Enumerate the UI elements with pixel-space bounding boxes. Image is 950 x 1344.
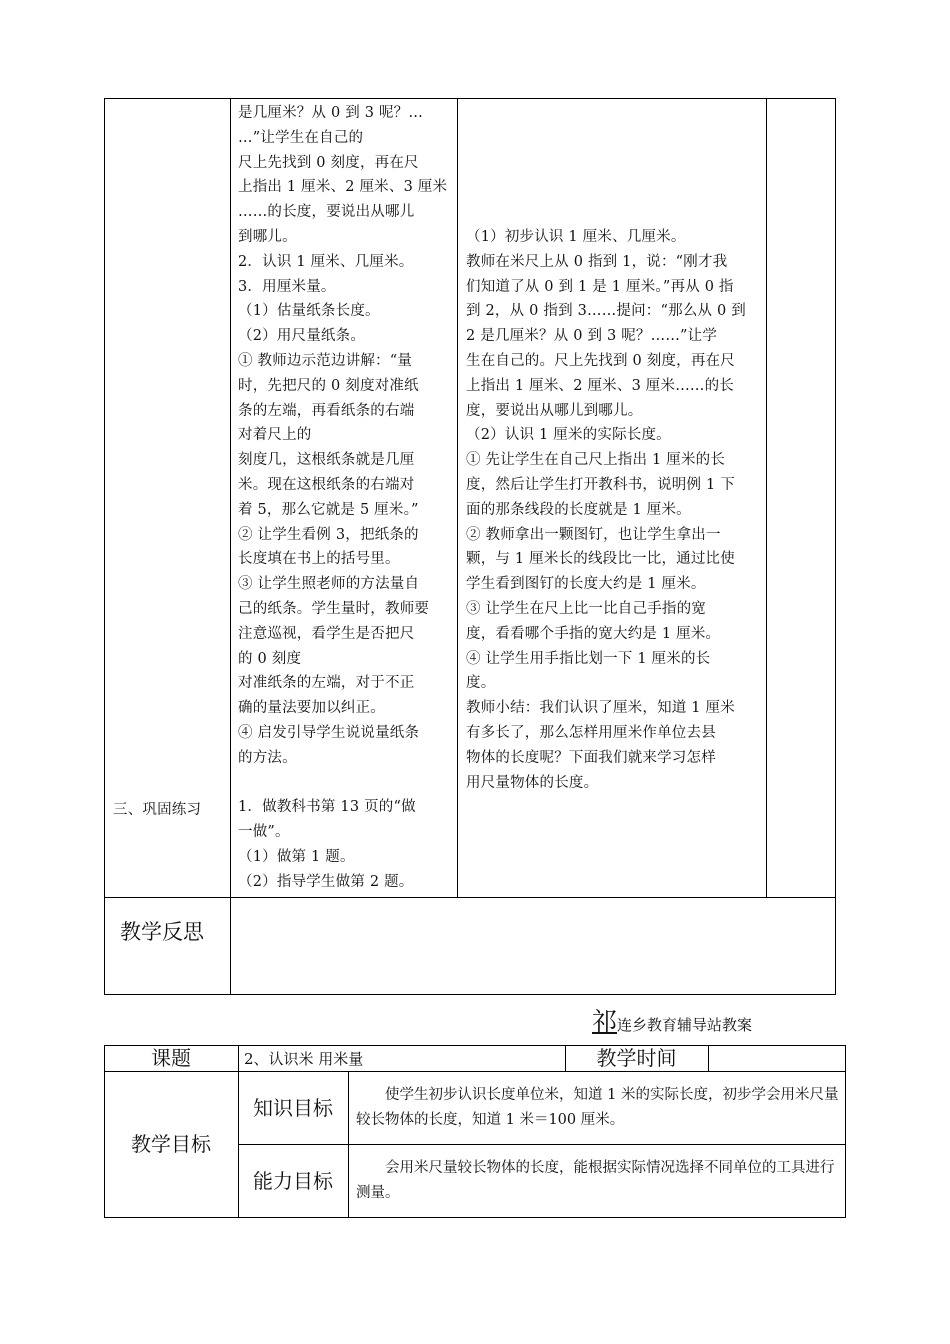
text-line: 教师在米尺上从 0 指到 1，说：“刚才我: [466, 253, 728, 270]
text-line: ……的长度，要说出从哪儿: [238, 204, 415, 221]
upper-table-right-border: [835, 98, 836, 995]
school-header-text: 连乡教育辅导站教案: [617, 1016, 753, 1034]
text-line: 3．用厘米量。: [238, 278, 336, 295]
lower-time-divider-2: [708, 1045, 709, 1072]
text-line: 长度填在书上的括号里。: [238, 551, 400, 568]
text-line: 是几厘米？从 0 到 3 呢？…: [238, 105, 424, 121]
upper-col-divider-3: [766, 98, 767, 897]
text-line: 条的左端，再看纸条的右端: [238, 402, 415, 419]
lesson-steps-column: [238, 101, 454, 895]
text-line: 一做”。: [238, 824, 290, 841]
text-line: 度，要说出从哪儿到哪儿。: [466, 402, 643, 419]
text-line: ③ 让学生在尺上比一比自己手指的宽: [466, 600, 707, 617]
ability-goal-label: 能力目标: [253, 1169, 333, 1193]
text-line: 对着尺上的: [238, 427, 312, 444]
text-line: 用尺量物体的长度。: [466, 774, 599, 791]
text-line: 米。现在这根纸条的右端对: [238, 476, 415, 493]
lower-table-right-border: [845, 1045, 846, 1218]
text-line: 2 是几厘米？从 0 到 3 呢？……”让学: [466, 328, 718, 345]
text-line: ② 教师拿出一颗图钉，也让学生拿出一: [466, 526, 721, 543]
knowledge-goal-text: 使学生初步认识长度单位米，知道 1 米的实际长度，初步学会用米尺量较长物体的长度，知道 1 米＝100 厘米。: [356, 1087, 839, 1128]
lower-header-divider: [104, 1071, 846, 1072]
upper-table-left-border: [104, 98, 105, 995]
ability-goal-text: 会用米尺量较长物体的长度，能根据实际情况选择不同单位的工具进行测量。: [356, 1160, 835, 1201]
text-line: …”让学生在自己的: [238, 129, 364, 146]
goals-label: 教学目标: [131, 1132, 211, 1156]
text-line: （1）初步认识 1 厘米、几厘米。: [466, 229, 686, 245]
text-line: 们知道了从 0 到 1 是 1 厘米。”再从 0 指: [466, 278, 734, 295]
upper-row-divider: [104, 897, 836, 898]
text-line: 学生看到图钉的长度大约是 1 厘米。: [466, 576, 706, 593]
text-line: ③ 让学生照老师的方法量自: [238, 576, 420, 593]
text-line: （2）指导学生做第 2 题。: [238, 873, 414, 890]
text-line: ④ 让学生用手指比划一下 1 厘米的长: [466, 650, 711, 667]
text-line: 时，先把尺的 0 刻度对准纸: [238, 377, 419, 394]
text-line: [238, 771, 454, 796]
text-line: 教师小结：我们认识了厘米，知道 1 厘米: [466, 700, 735, 717]
text-line: 的 0 刻度: [238, 650, 302, 667]
text-line: （1）估量纸条长度。: [238, 303, 380, 320]
text-line: （1）做第 1 题。: [238, 848, 355, 865]
lesson-activities-column: [466, 225, 762, 795]
text-line: 的方法。: [238, 749, 297, 766]
text-line: （2）认识 1 厘米的实际长度。: [466, 427, 671, 444]
time-label: 教学时间: [596, 1046, 677, 1070]
text-line: 到哪儿。: [238, 228, 297, 245]
lower-col-divider-a: [238, 1045, 239, 1218]
text-line: ① 教师边示范边讲解：“量: [238, 352, 413, 369]
knowledge-goal-label: 知识目标: [253, 1096, 333, 1120]
lower-table-left-border: [104, 1045, 105, 1218]
text-line: 生在自己的。尺上先找到 0 刻度，再在尺: [466, 352, 735, 369]
upper-col-divider-2: [457, 98, 458, 897]
text-line: 颗，与 1 厘米长的线段比一比，通过比使: [466, 551, 735, 568]
text-line: （2）用尺量纸条。: [238, 328, 366, 345]
school-header-big-char: 祁: [592, 1007, 618, 1036]
text-line: ① 先让学生在自己尺上指出 1 厘米的长: [466, 452, 726, 469]
lower-table-top-border: [104, 1045, 846, 1046]
upper-table-bottom-border: [104, 994, 836, 995]
text-line: 确的量法要加以纠正。: [238, 700, 385, 717]
lower-table-bottom-border: [104, 1217, 846, 1218]
topic-label: 课题: [151, 1046, 191, 1070]
text-line: 注意巡视，看学生是否把尺: [238, 625, 415, 642]
lower-goal-row-divider: [238, 1144, 846, 1145]
text-line: 己的纸条。学生量时，教师要: [238, 600, 430, 617]
text-line: 尺上先找到 0 刻度，再在尺: [238, 154, 419, 171]
lower-col-divider-b: [348, 1071, 349, 1218]
text-line: ④ 启发引导学生说说量纸条: [238, 724, 420, 741]
text-line: 有多长了，那么怎样用厘米作单位去县: [466, 724, 716, 741]
text-line: 1．做教科书第 13 页的“做: [238, 799, 416, 816]
text-line: 物体的长度呢？下面我们就来学习怎样: [466, 749, 716, 766]
text-line: 上指出 1 厘米、2 厘米、3 厘米……的长: [466, 377, 735, 394]
text-line: 到 2，从 0 指到 3……提问：“那么从 0 到: [466, 303, 746, 320]
text-line: 度，看看哪个手指的宽大约是 1 厘米。: [466, 625, 721, 642]
text-line: 2．认识 1 厘米、几厘米。: [238, 253, 414, 270]
text-line: 刻度几，这根纸条就是几厘: [238, 452, 415, 469]
text-line: 面的那条线段的长度就是 1 厘米。: [466, 501, 691, 518]
reflection-label: 教学反思: [120, 920, 204, 944]
text-line: ② 让学生看例 3，把纸条的: [238, 526, 419, 543]
topic-value: 2、认识米 用米量: [244, 1050, 364, 1068]
school-header: [592, 1008, 752, 1036]
text-line: 度。: [466, 675, 496, 692]
text-line: 着 5，那么它就是 5 厘米。”: [238, 501, 419, 518]
text-line: 对准纸条的左端，对于不正: [238, 675, 415, 692]
text-line: 上指出 1 厘米、2 厘米、3 厘米: [238, 179, 448, 196]
upper-col-divider-1: [230, 98, 231, 995]
text-line: 度，然后让学生打开教科书，说明例 1 下: [466, 476, 735, 493]
upper-table-top-border: [104, 98, 836, 99]
section-label-consolidation: 三、巩固练习: [113, 802, 202, 818]
